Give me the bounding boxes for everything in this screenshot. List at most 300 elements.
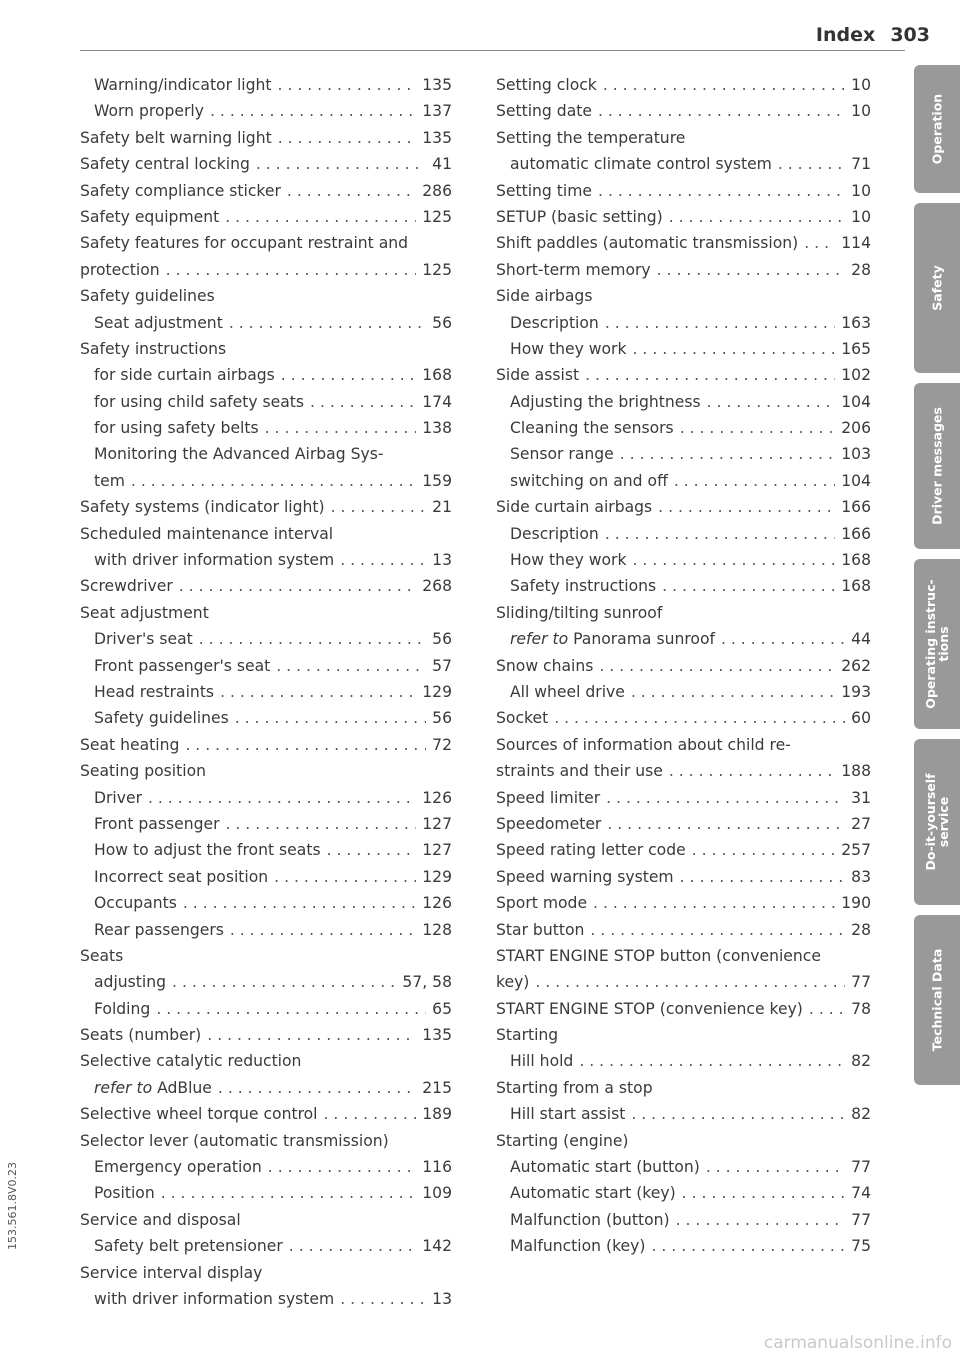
dot-leader [605, 310, 835, 336]
index-entry-term [496, 257, 651, 283]
chapter-tab-label: Do-it-yourself service [923, 773, 951, 871]
index-entry-page[interactable]: 166 [841, 498, 871, 517]
index-entry-page[interactable]: 189 [422, 1105, 452, 1124]
index-entry-page[interactable]: 127 [422, 841, 452, 860]
dot-leader [599, 653, 835, 679]
index-entry-page[interactable]: 125 [422, 207, 452, 226]
index-entry-text: Service and disposal [80, 1210, 241, 1229]
index-entry-term [496, 230, 798, 256]
index-entry-text: tem [94, 471, 125, 490]
index-entry-term [510, 468, 668, 494]
index-entry-page[interactable]: 188 [841, 762, 871, 781]
index-entry-page[interactable]: 44 [851, 630, 871, 649]
index-entry-text: Selector lever (automatic transmission) [80, 1131, 389, 1150]
index-entry-term [496, 969, 529, 995]
index-entry [80, 1022, 452, 1048]
index-entry [496, 389, 871, 415]
dot-leader [324, 1101, 417, 1127]
watermark: carmanualsonline.info [763, 1333, 952, 1353]
index-entry-text: Side assist [496, 366, 580, 385]
index-entry-text: Position [94, 1184, 155, 1203]
index-entry-term [80, 151, 250, 177]
dot-leader [229, 310, 426, 336]
index-entry-page[interactable]: 262 [841, 656, 871, 675]
index-entry-page[interactable]: 10 [851, 181, 871, 200]
index-entry-page[interactable]: 65 [432, 999, 452, 1018]
index-entry-page[interactable]: 57 [432, 656, 452, 675]
index-entry [496, 1207, 871, 1233]
index-entry-page[interactable]: 104 [841, 471, 871, 490]
index-entry [80, 468, 452, 494]
dot-leader [605, 521, 835, 547]
index-entry-text: for using child safety seats [94, 392, 305, 411]
index-entry [496, 441, 871, 467]
index-entry-term [510, 573, 656, 599]
index-entry [496, 362, 871, 388]
index-entry [496, 257, 871, 283]
index-entry-text: How they work [510, 339, 627, 358]
chapter-tab-operating-instruc-tions[interactable] [914, 559, 960, 729]
index-entry [80, 125, 452, 151]
index-entry [80, 336, 452, 362]
dot-leader [161, 1180, 417, 1206]
dot-leader [225, 811, 416, 837]
index-entry-text: Seat adjustment [80, 603, 209, 622]
index-entry [496, 917, 871, 943]
index-entry-text: Starting from a stop [496, 1078, 653, 1097]
index-entry-page[interactable]: 193 [841, 682, 871, 701]
index-entry-term [496, 283, 592, 309]
index-entry-page[interactable]: 135 [422, 128, 452, 147]
chapter-tab-label: Driver messages [929, 407, 945, 525]
index-entry-term [80, 230, 408, 256]
index-entry-term [510, 626, 715, 652]
index-entry-text: Speed rating letter code [496, 841, 686, 860]
index-entry [496, 996, 871, 1022]
index-entry-page[interactable]: 60 [851, 709, 871, 728]
index-entry-page[interactable]: 75 [851, 1237, 871, 1256]
index-entry-page[interactable]: 56 [432, 313, 452, 332]
dot-leader [179, 573, 416, 599]
index-entry-text: Screwdriver [80, 577, 173, 596]
index-entry [496, 969, 871, 995]
index-entry-text: Setting date [496, 102, 592, 121]
index-entry-text: Sliding/tilting sunroof [496, 603, 663, 622]
index-entry-text: for side curtain airbags [94, 366, 275, 385]
index-entry-text: Automatic start (button) [510, 1158, 700, 1177]
index-entry-term [94, 837, 321, 863]
index-entry [496, 178, 871, 204]
index-entry [80, 573, 452, 599]
index-entry-text: Socket [496, 709, 549, 728]
index-entry-term [80, 204, 219, 230]
index-entry-text: How to adjust the front seats [94, 841, 321, 860]
dot-leader [340, 547, 426, 573]
index-entry [496, 943, 871, 969]
dot-leader [148, 785, 416, 811]
index-entry-page[interactable]: 82 [851, 1052, 871, 1071]
index-entry-text: START ENGINE STOP button (convenience [496, 946, 821, 965]
index-entry [80, 890, 452, 916]
index-entry-text: Setting clock [496, 76, 597, 94]
index-entry-term [496, 864, 674, 890]
index-entry-term [80, 283, 215, 309]
index-entry [80, 257, 452, 283]
index-entry-term [80, 125, 272, 151]
index-entry-page[interactable]: 135 [422, 76, 452, 94]
index-entry [496, 758, 871, 784]
index-entry [496, 811, 871, 837]
index-entry-page[interactable]: 83 [851, 867, 871, 886]
index-entry [80, 310, 452, 336]
index-entry-term [94, 310, 223, 336]
index-entry-term [510, 1207, 670, 1233]
index-entry-text: with driver information system [94, 1289, 335, 1308]
index-entry-page[interactable]: 10 [851, 76, 871, 94]
index-entry-term [80, 573, 173, 599]
chapter-tab-operation[interactable] [914, 65, 960, 193]
index-entry-term [94, 441, 383, 467]
index-entry-text: switching on and off [510, 471, 668, 490]
index-entry-term [94, 679, 214, 705]
index-entry-page[interactable]: 190 [841, 894, 871, 913]
index-entry-page[interactable]: 109 [422, 1184, 452, 1203]
index-entry-term [94, 547, 334, 573]
index-entry [80, 1075, 452, 1101]
index-entry-page[interactable]: 13 [432, 1289, 452, 1308]
index-entry-page[interactable]: 268 [422, 577, 452, 596]
dot-leader [276, 653, 426, 679]
chapter-tab-label: Operating instruc- tions [923, 579, 951, 709]
index-entry [80, 785, 452, 811]
index-entry-page[interactable]: 174 [422, 392, 452, 411]
index-entry-term [510, 521, 599, 547]
index-entry-page[interactable]: 114 [841, 234, 871, 253]
index-entry-term [94, 969, 166, 995]
index-entry-page[interactable]: 129 [422, 867, 452, 886]
index-entry-text: Safety guidelines [94, 709, 229, 728]
index-entry-text: AdBlue [157, 1078, 212, 1097]
index-entry [496, 1154, 871, 1180]
page-number: 303 [890, 24, 930, 46]
index-entry [496, 837, 871, 863]
index-entry-text: Starting (engine) [496, 1131, 629, 1150]
chapter-tab-safety[interactable] [914, 203, 960, 373]
index-entry-text: with driver information system [94, 551, 335, 570]
index-entry-page[interactable]: 142 [422, 1237, 452, 1256]
index-entry [80, 178, 452, 204]
index-entry-page[interactable]: 104 [841, 392, 871, 411]
index-entry-page[interactable]: 168 [422, 366, 452, 385]
index-entry-term [496, 705, 548, 731]
index-entry-page[interactable]: 168 [841, 551, 871, 570]
index-entry-page[interactable]: 41 [432, 155, 452, 174]
index-entry [80, 705, 452, 731]
index-entry-page[interactable]: 166 [841, 524, 871, 543]
index-entry-term [496, 600, 662, 626]
index-entry-page[interactable]: 77 [851, 1158, 871, 1177]
index-entry-term [496, 1075, 653, 1101]
index-entry-term [496, 178, 592, 204]
dot-leader [674, 468, 835, 494]
index-entry [80, 441, 452, 467]
chapter-tab-technical-data[interactable] [914, 915, 960, 1085]
index-entry-text: Description [510, 313, 599, 332]
index-entry-text: Driver [94, 788, 142, 807]
chapter-tab-label: Safety [929, 265, 945, 311]
index-entry-term [94, 1075, 212, 1101]
index-entry [496, 653, 871, 679]
index-entry [496, 679, 871, 705]
index-entry-page[interactable]: 56 [432, 630, 452, 649]
index-entry-page[interactable]: 72 [432, 735, 452, 754]
dot-leader [207, 1022, 416, 1048]
index-entry [80, 1207, 452, 1233]
dot-leader [199, 626, 426, 652]
index-entry-term [94, 389, 304, 415]
index-entry-term [510, 1101, 625, 1127]
index-entry-page[interactable]: 10 [851, 102, 871, 121]
index-entry-text: Service interval display [80, 1263, 263, 1282]
index-entry-page[interactable]: 71 [851, 155, 871, 174]
index-entry [80, 864, 452, 890]
dot-leader [669, 204, 845, 230]
index-entry-term [94, 996, 150, 1022]
index-entry-page[interactable]: 27 [851, 814, 871, 833]
dot-leader [658, 494, 835, 520]
index-entry-text: Monitoring the Advanced Airbag Sys- [94, 445, 384, 464]
index-entry-term [496, 72, 597, 98]
index-entry [496, 204, 871, 230]
index-entry-page[interactable]: 286 [422, 181, 452, 200]
index-entry-page[interactable]: 31 [851, 788, 871, 807]
index-entry-text: Cleaning the sensors [510, 419, 674, 438]
chapter-tab-label: Operation [929, 93, 945, 165]
index-entry-term [94, 705, 229, 731]
index-entry [80, 653, 452, 679]
dot-leader [327, 837, 417, 863]
index-entry-text: Description [510, 524, 599, 543]
dot-leader [235, 705, 426, 731]
index-entry-term [496, 758, 663, 784]
dot-leader [590, 917, 845, 943]
index-entry-term [94, 890, 177, 916]
index-entry-text: Front passenger [94, 814, 220, 833]
document-id: 153.561.8V0.23 [6, 1162, 19, 1250]
index-entry [80, 1154, 452, 1180]
index-entry [496, 230, 871, 256]
index-entry [496, 151, 871, 177]
index-entry-text: Sensor range [510, 445, 614, 464]
dot-leader [631, 679, 835, 705]
index-entry-term [94, 1180, 155, 1206]
index-entry [80, 600, 452, 626]
index-entry [80, 1180, 452, 1206]
index-entry [496, 732, 871, 758]
index-entry-page[interactable]: 78 [851, 999, 871, 1018]
index-entry-text: Selective wheel torque control [80, 1105, 318, 1124]
index-entry [80, 837, 452, 863]
index-entry [496, 1022, 871, 1048]
index-entry [496, 1075, 871, 1101]
index-entry-page[interactable]: 215 [422, 1078, 452, 1097]
index-entry [496, 310, 871, 336]
index-entry-text: Malfunction (key) [510, 1237, 646, 1256]
index-entry-text: Hill start assist [510, 1105, 626, 1124]
index-entry-page[interactable]: 206 [841, 419, 871, 438]
index-entry-text: Seating position [80, 762, 206, 781]
dot-leader [274, 864, 416, 890]
index-entry-page[interactable]: 126 [422, 788, 452, 807]
index-entry-page[interactable]: 159 [422, 471, 452, 490]
index-entry-page[interactable]: 57, 58 [402, 973, 452, 992]
index-entry-term [496, 653, 593, 679]
index-entry-page[interactable]: 77 [851, 1210, 871, 1229]
index-entry [496, 785, 871, 811]
index-entry-text: Automatic start (key) [510, 1184, 676, 1203]
index-entry-text: Rear passengers [94, 920, 224, 939]
index-entry-term [496, 943, 821, 969]
index-entry-text: Sources of information about child re- [496, 735, 791, 754]
index-entry-term [510, 310, 599, 336]
index-entry-page[interactable]: 128 [422, 920, 452, 939]
dot-leader [278, 125, 417, 151]
index-entry-term [94, 1286, 334, 1312]
dot-leader [331, 494, 427, 520]
dot-leader [657, 257, 846, 283]
index-entry-text: adjusting [94, 973, 167, 992]
index-entry [496, 1128, 871, 1154]
chapter-tab-do-it-yourself-service[interactable] [914, 739, 960, 905]
index-entry-term [80, 600, 209, 626]
index-entry-page[interactable]: 163 [841, 313, 871, 332]
index-entry-term [94, 1154, 262, 1180]
index-entry-text: Snow chains [496, 656, 594, 675]
index-entry-text: Seat adjustment [94, 313, 223, 332]
index-entry-term [94, 468, 125, 494]
index-entry-text: All wheel drive [510, 682, 625, 701]
index-entry-term [510, 441, 614, 467]
page-header [816, 24, 930, 46]
dot-leader [131, 468, 416, 494]
index-entry-page[interactable]: 82 [851, 1105, 871, 1124]
index-entry-page[interactable]: 168 [841, 577, 871, 596]
index-entry-text: Setting time [496, 181, 593, 200]
index-entry-text: Safety compliance sticker [80, 181, 281, 200]
chapter-tab-driver-messages[interactable] [914, 383, 960, 549]
index-entry-page[interactable]: 138 [422, 419, 452, 438]
index-entry [496, 573, 871, 599]
index-entry-term [510, 1154, 700, 1180]
index-entry [80, 969, 452, 995]
index-entry-text: Safety central locking [80, 155, 250, 174]
index-entry [80, 283, 452, 309]
index-entry-page[interactable]: 125 [422, 260, 452, 279]
index-entry-page[interactable]: 28 [851, 260, 871, 279]
index-entry-page[interactable]: 135 [422, 1026, 452, 1045]
index-column-right [496, 72, 871, 1260]
index-entry [496, 705, 871, 731]
index-entry-page[interactable]: 21 [432, 498, 452, 517]
index-entry [80, 1101, 452, 1127]
index-entry-term [496, 785, 600, 811]
index-entry-term [510, 1233, 645, 1259]
index-entry-page[interactable]: 127 [422, 814, 452, 833]
index-entry-page[interactable]: 137 [422, 102, 452, 121]
index-entry-term [510, 1048, 573, 1074]
index-entry-text: Hill hold [510, 1052, 574, 1071]
index-entry-page[interactable]: 116 [422, 1158, 452, 1177]
index-entry-term [94, 1233, 283, 1259]
index-entry-page[interactable]: 129 [422, 682, 452, 701]
dot-leader [281, 362, 416, 388]
index-entry-term [80, 1022, 201, 1048]
dot-leader [579, 1048, 845, 1074]
dot-leader [287, 178, 416, 204]
index-entry-term [94, 917, 224, 943]
index-entry-page[interactable]: 28 [851, 920, 871, 939]
index-entry-text: Emergency operation [94, 1158, 262, 1177]
index-entry-term [510, 415, 674, 441]
dot-leader [268, 1154, 416, 1180]
index-entry [80, 996, 452, 1022]
dot-leader [598, 98, 845, 124]
index-entry [80, 811, 452, 837]
index-entry-page[interactable]: 165 [841, 339, 871, 358]
index-entry-text: Safety belt pretensioner [94, 1237, 283, 1256]
dot-leader [166, 257, 417, 283]
index-entry-page[interactable]: 56 [432, 709, 452, 728]
index-entry-page[interactable]: 126 [422, 894, 452, 913]
section-title: Index [815, 24, 876, 46]
dot-leader [554, 705, 845, 731]
index-entry [80, 72, 452, 98]
index-entry [80, 151, 452, 177]
index-entry-term [80, 758, 206, 784]
index-entry [80, 1286, 452, 1312]
index-entry-term [496, 1128, 629, 1154]
index-entry-term [80, 732, 179, 758]
index-entry-term [80, 943, 123, 969]
dot-leader [265, 415, 417, 441]
index-entry-term [496, 996, 803, 1022]
index-entry [496, 494, 871, 520]
index-entry-text: Seats (number) [80, 1026, 202, 1045]
index-entry-text: Sport mode [496, 894, 588, 913]
dot-leader [585, 362, 835, 388]
index-entry-page[interactable]: 74 [851, 1184, 871, 1203]
index-entry-page[interactable]: 77 [851, 973, 871, 992]
index-entry [496, 890, 871, 916]
dot-leader [183, 890, 416, 916]
dot-leader [340, 1286, 426, 1312]
dot-leader [598, 178, 845, 204]
index-entry [496, 864, 871, 890]
dot-leader [721, 626, 845, 652]
index-entry [80, 362, 452, 388]
index-entry-page[interactable]: 257 [841, 841, 871, 860]
index-entry-page[interactable]: 102 [841, 366, 871, 385]
index-entry [80, 943, 452, 969]
index-entry [496, 626, 871, 652]
index-entry [80, 626, 452, 652]
index-entry-text: Scheduled maintenance interval [80, 524, 334, 543]
index-entry-page[interactable]: 103 [841, 445, 871, 464]
index-entry-term [510, 389, 701, 415]
index-entry-page[interactable]: 13 [432, 551, 452, 570]
index-entry [80, 204, 452, 230]
index-entry-page[interactable]: 10 [851, 207, 871, 226]
